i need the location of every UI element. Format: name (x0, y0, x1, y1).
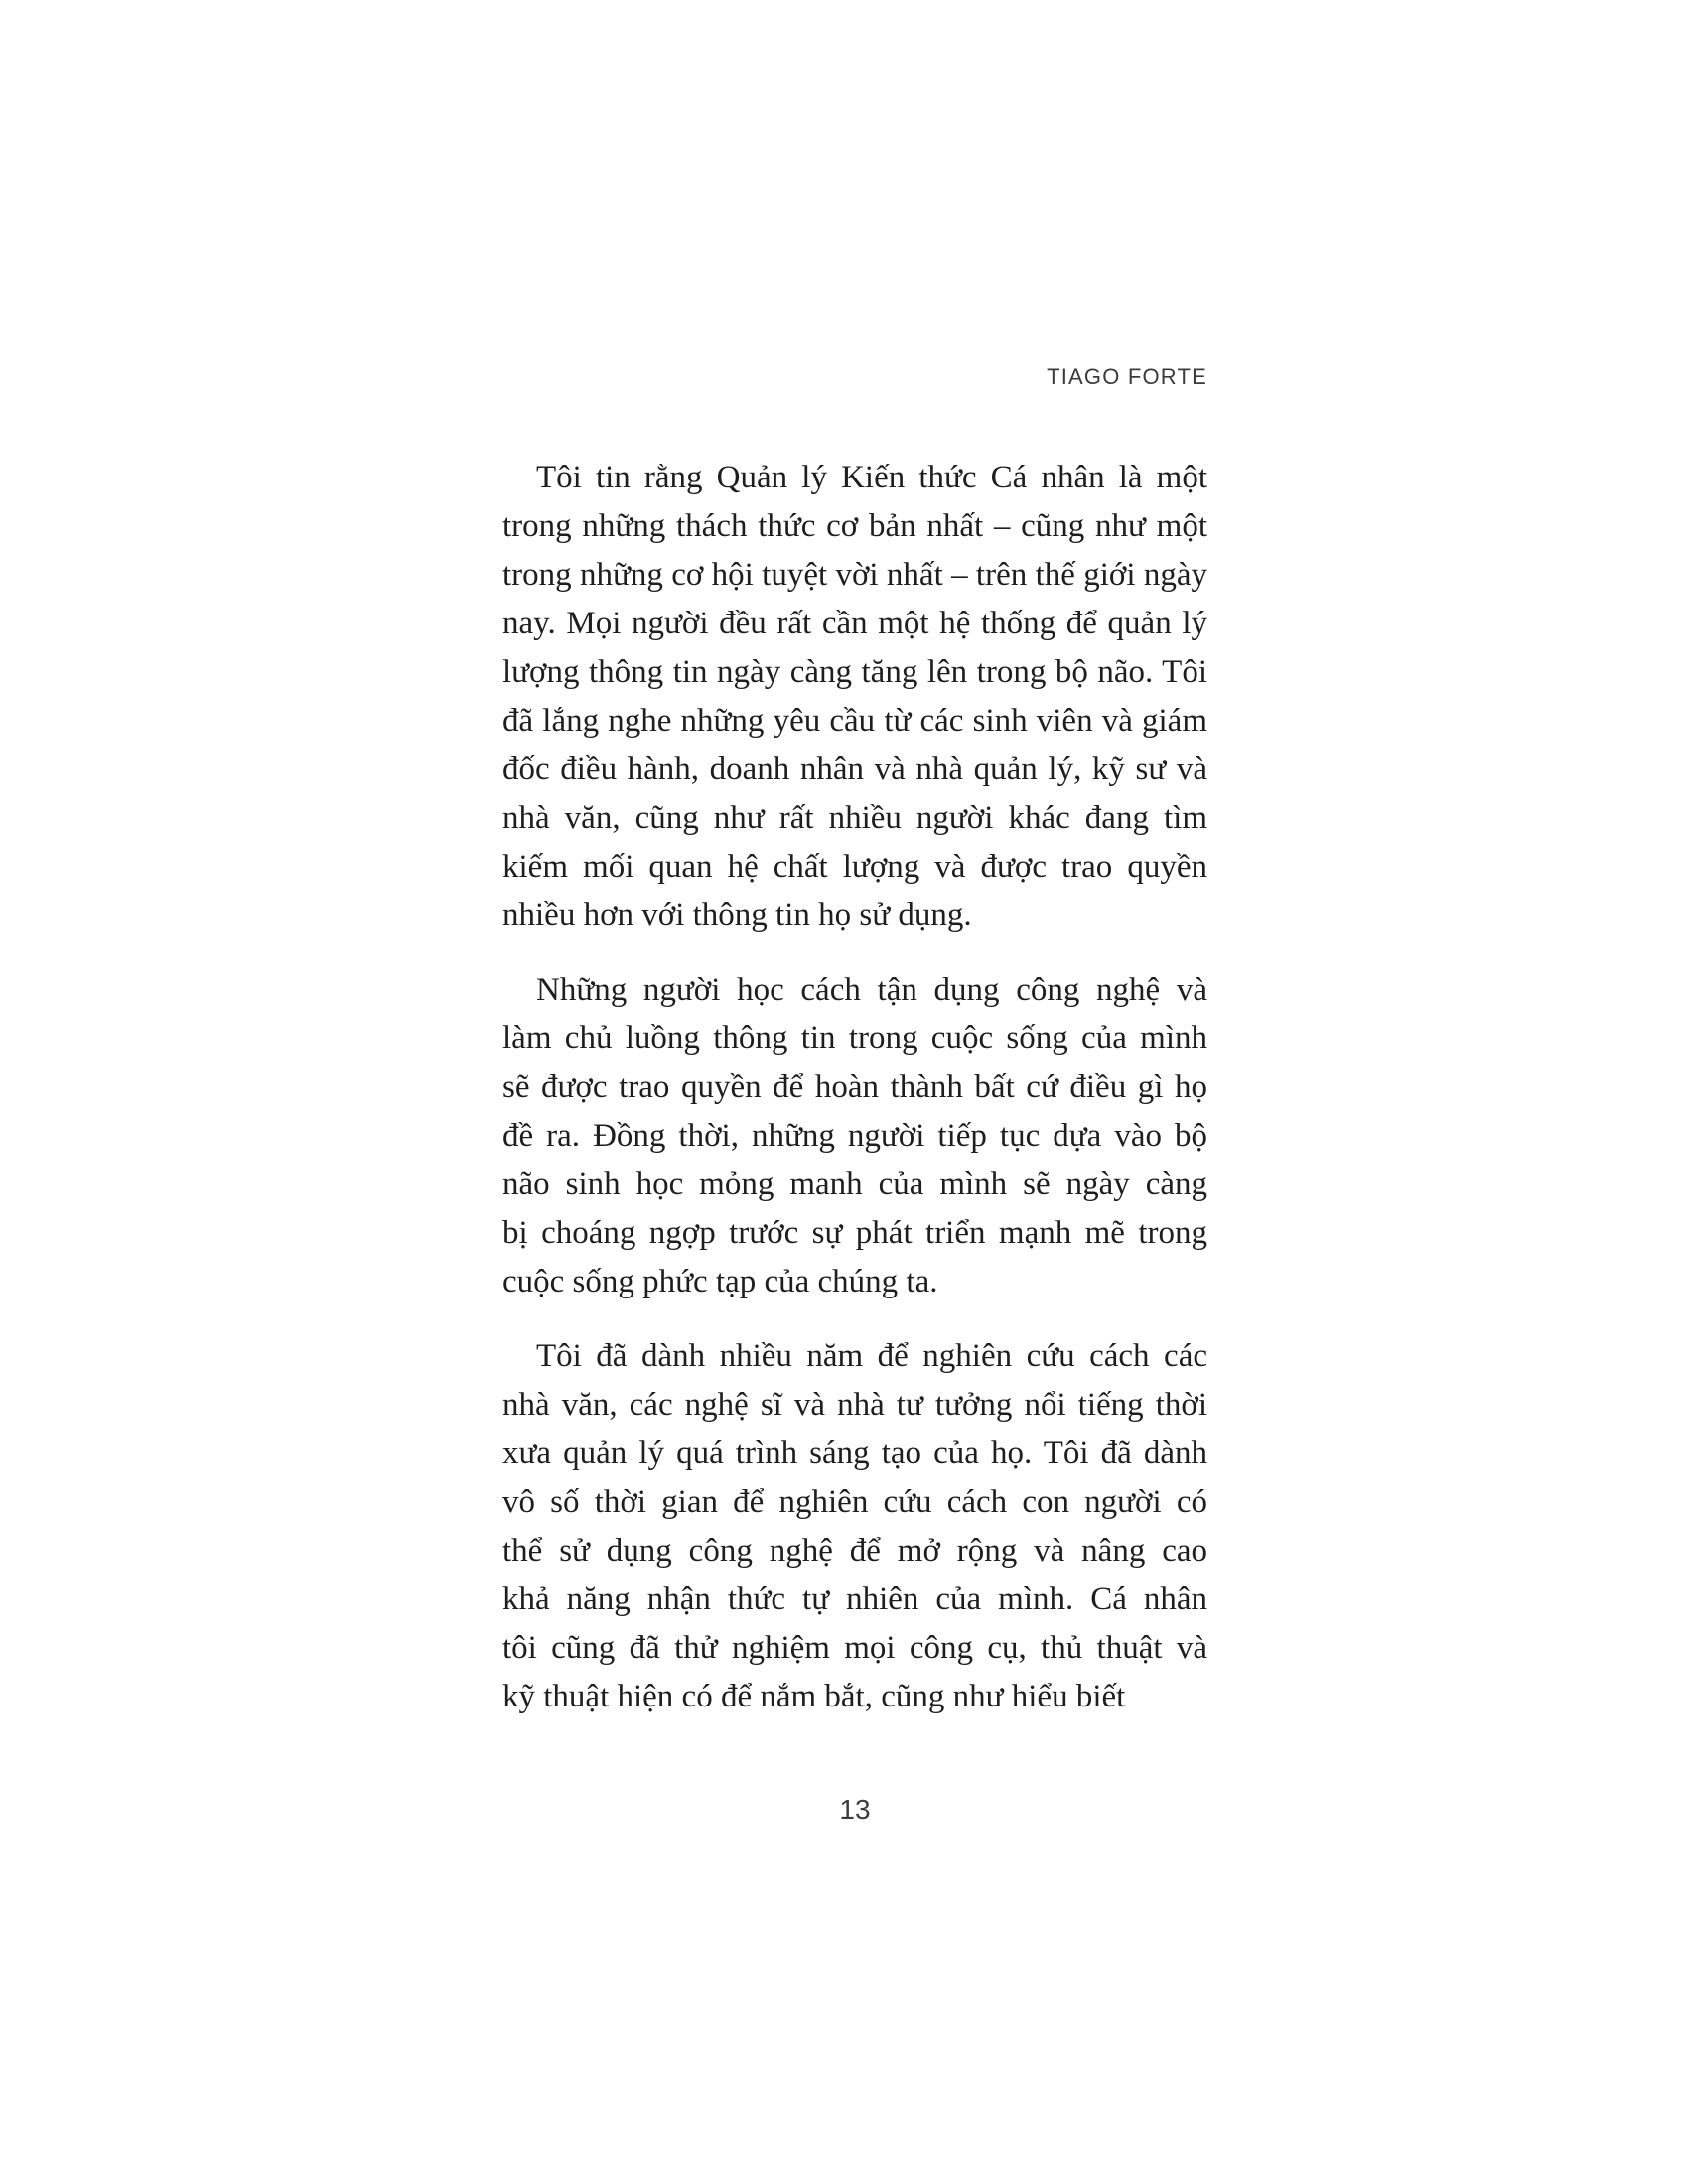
text-line: Tôi đã dành nhiều năm để nghiên cứu cách các (536, 1338, 1207, 1374)
author-name: TIAGO FORTE (1047, 364, 1207, 389)
text-line: bị choáng ngợp trước sự phát triển mạnh mẽ trong (502, 1215, 1207, 1251)
text-line: lượng thông tin ngày càng tăng lên trong bộ não. Tôi (502, 654, 1207, 690)
text-line: tôi cũng đã thử nghiệm mọi công cụ, thủ thuật và (502, 1630, 1207, 1666)
text-line: làm chủ luồng thông tin trong cuộc sống của mình (502, 1021, 1207, 1056)
text-line: đốc điều hành, doanh nhân và nhà quản lý, kỹ sư và (502, 751, 1207, 787)
text-line: trong những cơ hội tuyệt vời nhất – trên thế giới ngày (502, 557, 1207, 593)
text-line: xưa quản lý quá trình sáng tạo của họ. Tôi đã dành (502, 1435, 1207, 1471)
paragraph (502, 454, 1207, 940)
page-number-footer (502, 1795, 1207, 1825)
text-line: sẽ được trao quyền để hoàn thành bất cứ điều gì họ (502, 1069, 1207, 1105)
text-line: nhà văn, các nghệ sĩ và nhà tư tưởng nổi tiếng thời (502, 1387, 1207, 1423)
text-line: Tôi tin rằng Quản lý Kiến thức Cá nhân là một (536, 460, 1207, 495)
paragraph (502, 1332, 1207, 1721)
text-line: kiếm mối quan hệ chất lượng và được trao quyền (502, 849, 1207, 885)
page-number: 13 (839, 1794, 871, 1825)
text-line: nhiều hơn với thông tin họ sử dụng. (502, 897, 972, 933)
running-header (502, 365, 1207, 389)
text-line: trong những thách thức cơ bản nhất – cũng như một (502, 508, 1207, 544)
text-line: não sinh học mỏng manh của mình sẽ ngày càng (502, 1166, 1207, 1202)
page-body-text (502, 454, 1207, 1747)
paragraph (502, 966, 1207, 1306)
text-line: cuộc sống phức tạp của chúng ta. (502, 1264, 938, 1299)
text-line: thể sử dụng công nghệ để mở rộng và nâng cao (502, 1533, 1207, 1569)
text-line: đã lắng nghe những yêu cầu từ các sinh viên và giám (502, 703, 1207, 739)
text-line: vô số thời gian để nghiên cứu cách con người có (502, 1484, 1207, 1520)
text-line: nhà văn, cũng như rất nhiều người khác đang tìm (502, 800, 1207, 836)
text-line: nay. Mọi người đều rất cần một hệ thống để quản lý (502, 606, 1207, 641)
text-line: Những người học cách tận dụng công nghệ và (536, 972, 1207, 1008)
text-line: đề ra. Đồng thời, những người tiếp tục dựa vào bộ (502, 1118, 1207, 1154)
text-line: khả năng nhận thức tự nhiên của mình. Cá nhân (502, 1581, 1207, 1617)
text-line: kỹ thuật hiện có để nắm bắt, cũng như hiểu biết (502, 1679, 1126, 1714)
